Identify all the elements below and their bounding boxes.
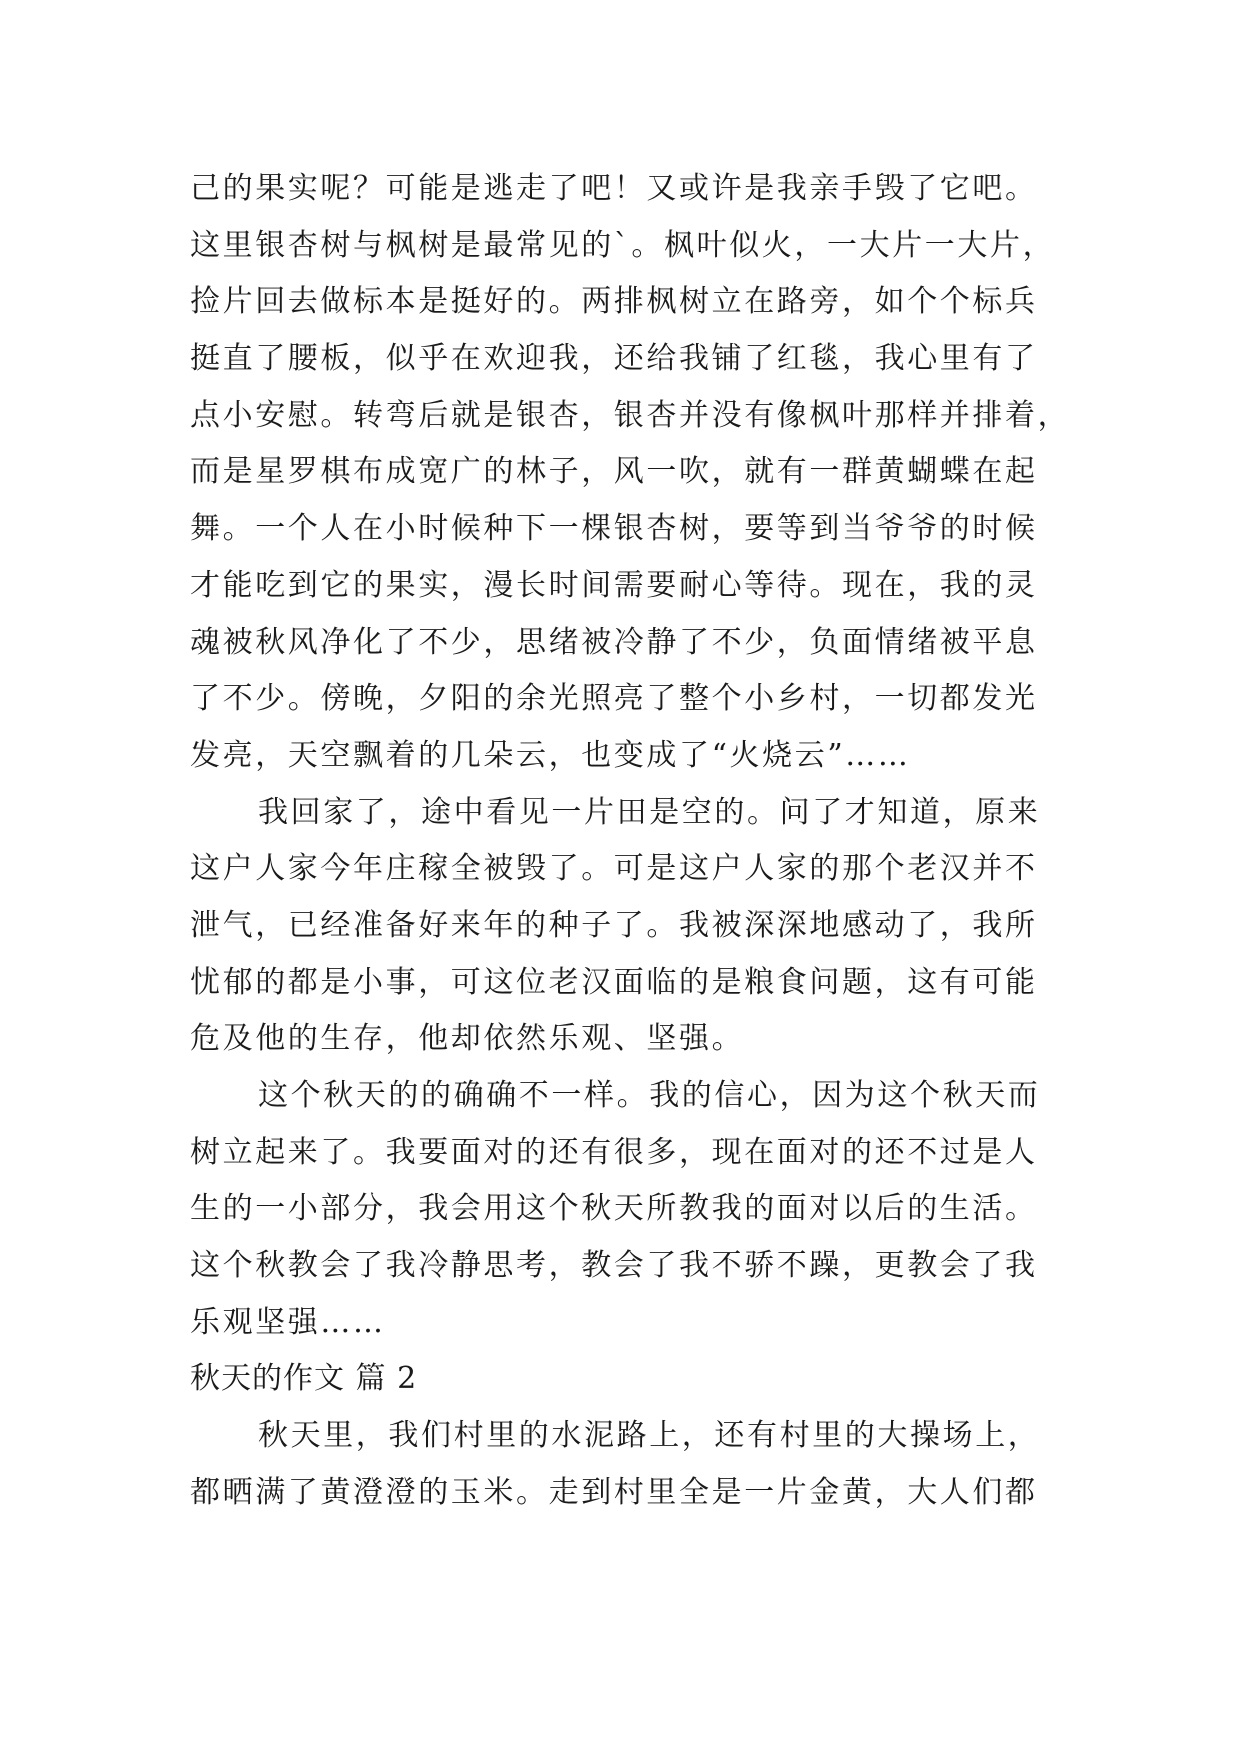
text-line: 我回家了，途中看见一片田是空的。问了才知道，原来 — [258, 794, 1041, 830]
text-line: 这里银杏树与枫树是最常见的`。枫叶似火，一大片一大片， — [190, 227, 1056, 263]
text-line: 己的果实呢？可能是逃走了吧！又或许是我亲手毁了它吧。 — [190, 171, 1038, 206]
text-line: 发亮，天空飘着的几朵云，也变成了“火烧云”…… — [190, 737, 911, 773]
section-heading: 秋天的作文 篇 2 — [190, 1361, 418, 1397]
text-line: 点小安慰。转弯后就是银杏，银杏并没有像枫叶那样并排着， — [190, 397, 1071, 433]
text-line: 舞。一个人在小时候种下一棵银杏树，要等到当爷爷的时候 — [190, 511, 1038, 547]
text-line: 秋天里，我们村里的水泥路上，还有村里的大操场上， — [258, 1418, 1041, 1454]
text-line: 这个秋天的的确确不一样。我的信心，因为这个秋天而 — [258, 1078, 1041, 1113]
text-line: 泄气，已经准备好来年的种子了。我被深深地感动了，我所 — [190, 907, 1038, 943]
text-line: 生的一小部分，我会用这个秋天所教我的面对以后的生活。 — [190, 1191, 1038, 1227]
text-line: 了不少。傍晚，夕阳的余光照亮了整个小乡村，一切都发光 — [190, 681, 1038, 717]
article-body — [190, 161, 1070, 1522]
text-line: 都晒满了黄澄澄的玉米。走到村里全是一片金黄，大人们都 — [190, 1474, 1038, 1510]
text-line: 才能吃到它的果实，漫长时间需要耐心等待。现在，我的灵 — [190, 567, 1038, 603]
text-line: 魂被秋风净化了不少，思绪被冷静了不少，负面情绪被平息 — [190, 624, 1038, 660]
text-line: 这户人家今年庄稼全被毁了。可是这户人家的那个老汉并不 — [190, 851, 1038, 887]
text-line: 乐观坚强…… — [190, 1304, 386, 1340]
text-line: 捡片回去做标本是挺好的。两排枫树立在路旁，如个个标兵 — [190, 284, 1038, 320]
text-line: 危及他的生存，他却依然乐观、坚强。 — [190, 1021, 745, 1057]
text-line: 忧郁的都是小事，可这位老汉面临的是粮食问题，这有可能 — [190, 964, 1038, 1000]
text-line: 挺直了腰板，似乎在欢迎我，还给我铺了红毯，我心里有了 — [190, 341, 1038, 377]
text-line: 树立起来了。我要面对的还有很多，现在面对的还不过是人 — [190, 1134, 1038, 1170]
text-line: 而是星罗棋布成宽广的林子，风一吹，就有一群黄蝴蝶在起 — [190, 454, 1038, 490]
text-line: 这个秋教会了我冷静思考，教会了我不骄不躁，更教会了我 — [190, 1248, 1038, 1284]
